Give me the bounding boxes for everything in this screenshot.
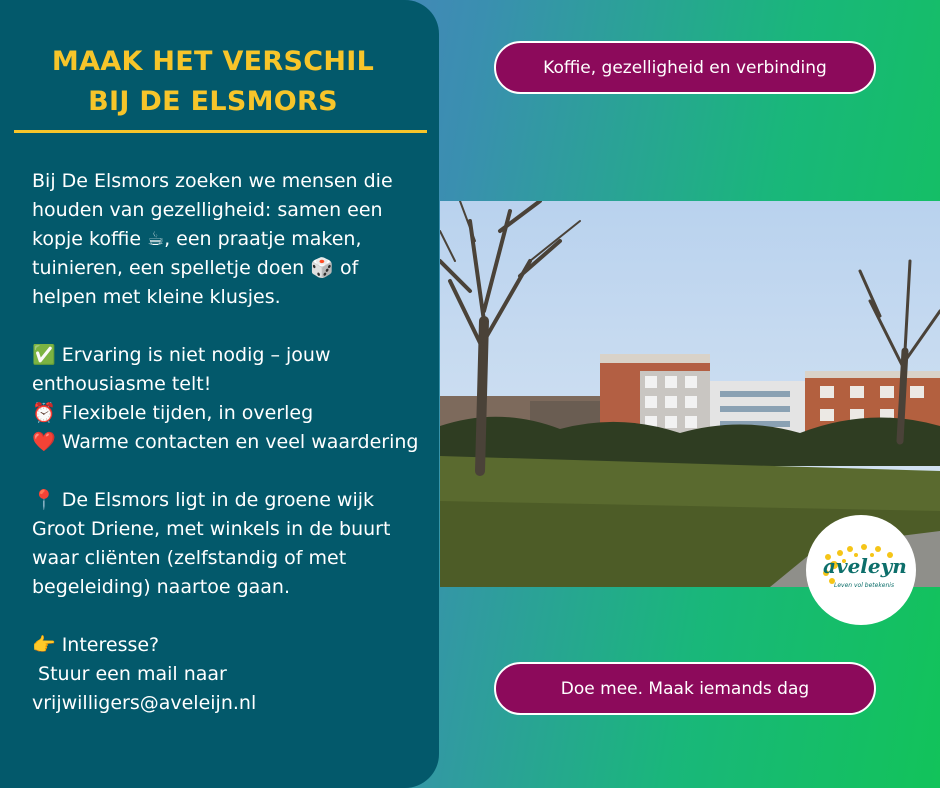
email-address[interactable]: vrijwilligers@aveleijn.nl (32, 692, 257, 714)
pill-bottom-cta: Doe mee. Maak iemands dag (494, 662, 876, 715)
interest-line: 👉 Interesse? (32, 634, 160, 656)
logo-tagline: Leven vol betekenis (834, 582, 895, 589)
intro-paragraph: Bij De Elsmors zoeken we mensen die houden van gezelligheid: samen een kopje koffie ☕, een praatje maken, tuinieren, een spelletje doen 🎲 of helpen met kleine klusjes. (32, 170, 393, 308)
logo-wordmark: aveleyn (823, 554, 907, 578)
title-line-2: BIJ DE ELSMORS (88, 86, 338, 117)
body-text (32, 167, 427, 718)
point-flexible: ⏰ Flexibele tijden, in overleg (32, 402, 314, 424)
pill-top-tagline: Koffie, gezelligheid en verbinding (494, 41, 876, 94)
aveleijn-logo (806, 515, 916, 625)
text-panel (0, 0, 439, 788)
point-experience: ✅ Ervaring is niet nodig – jouw enthousiasme telt! (32, 344, 331, 395)
mail-line: Stuur een mail naar (32, 663, 227, 685)
title-underline (14, 130, 427, 133)
point-contacts: ❤️ Warme contacten en veel waardering (32, 431, 419, 453)
location-paragraph: 📍 De Elsmors ligt in de groene wijk Groot Driene, met winkels in de buurt waar cliënten (zelfstandig of met begeleiding) naartoe gaan. (32, 489, 391, 598)
page-title (0, 42, 426, 122)
title-line-1: MAAK HET VERSCHIL (51, 46, 375, 77)
